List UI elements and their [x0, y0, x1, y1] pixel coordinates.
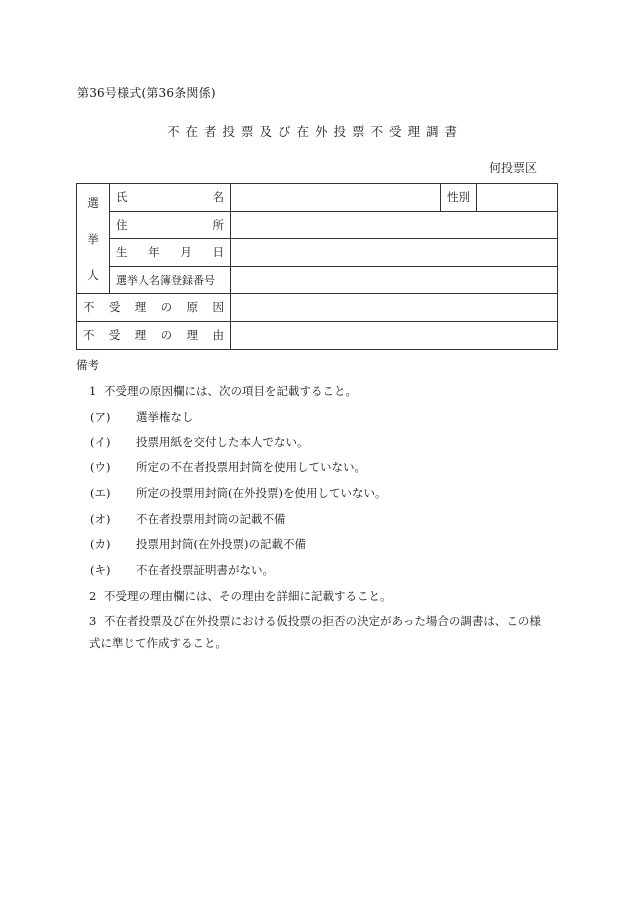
label-char: 因 [212, 300, 224, 315]
elector-char: 選 [87, 195, 99, 210]
subitem-key: (オ) [90, 512, 111, 526]
note-text-line2: 式に準じて作成すること。 [89, 636, 227, 650]
subitem-key: (イ) [90, 435, 111, 449]
label-char: の [160, 300, 173, 315]
label-char: 氏 [116, 190, 128, 205]
address-label [110, 211, 231, 239]
form-number: 第36号様式(第36条関係) [77, 86, 216, 100]
subitem-text: 不在者投票用封筒の記載不備 [136, 512, 286, 526]
rejection-cause-label [77, 294, 231, 322]
note-text: 不受理の理由欄には、その理由を詳細に記載すること。 [104, 589, 392, 603]
label-char: 住 [116, 217, 128, 232]
label-char: 不 [83, 300, 95, 315]
row-rejection-cause [77, 294, 558, 322]
document-title: 不在者投票及び在外投票不受理調書 [166, 124, 463, 139]
polling-district: 何投票区 [488, 161, 537, 175]
report-form-table [76, 183, 558, 350]
birthdate-field[interactable] [231, 239, 558, 267]
subitem-key: (ウ) [90, 460, 111, 474]
subitem-text: 選挙権なし [136, 410, 194, 424]
label-char: 不 [83, 328, 95, 342]
label-char: 受 [108, 300, 121, 315]
subitem-text: 投票用紙を交付した本人でない。 [136, 435, 309, 449]
elector-label [77, 184, 110, 294]
elector-char: 挙 [87, 231, 99, 246]
gender-field[interactable] [477, 184, 558, 212]
subitem-text: 所定の不在者投票用封筒を使用していない。 [136, 460, 366, 474]
note-number: 3 [89, 614, 97, 628]
note-number: 2 [89, 589, 97, 603]
rejection-reason-field[interactable] [231, 321, 558, 349]
label-char: 受 [108, 328, 121, 342]
elector-char: 人 [87, 267, 99, 282]
row-register-number [77, 266, 558, 294]
name-field[interactable] [231, 184, 441, 212]
note-text-line1: 不在者投票及び在外投票における仮投票の拒否の決定があった場合の調書は、この様 [104, 614, 541, 628]
subitem-key: (エ) [90, 486, 111, 500]
row-birthdate [77, 239, 558, 267]
register-number-label: 選挙人名簿登録番号 [110, 266, 231, 294]
label-char: 生 [116, 245, 128, 260]
label-char: 名 [212, 190, 224, 205]
gender-label: 性別 [441, 184, 477, 212]
row-rejection-reason [77, 321, 558, 349]
label-char: 由 [212, 328, 224, 342]
label-char: 日 [212, 245, 224, 260]
rejection-reason-label [77, 321, 231, 349]
address-field[interactable] [231, 211, 558, 239]
subitem-key: (キ) [90, 563, 111, 577]
register-number-field[interactable] [231, 266, 558, 294]
subitem-text: 投票用封筒(在外投票)の記載不備 [136, 537, 306, 551]
note-text: 不受理の原因欄には、次の項目を記載すること。 [104, 384, 357, 398]
subitem-text: 不在者投票証明書がない。 [136, 563, 274, 577]
note-number: 1 [89, 384, 97, 398]
label-char: 所 [212, 217, 224, 232]
name-label [110, 184, 231, 212]
label-char: 月 [180, 245, 192, 260]
label-char: の [160, 328, 173, 342]
subitem-key: (ア) [90, 410, 111, 424]
notes-heading: 備考 [76, 358, 99, 372]
label-char: 理 [186, 328, 199, 342]
label-char: 年 [148, 245, 160, 260]
label-char: 理 [134, 300, 147, 315]
row-address [77, 211, 558, 239]
row-name [77, 184, 558, 212]
subitem-text: 所定の投票用封筒(在外投票)を使用していない。 [136, 486, 387, 500]
rejection-cause-field[interactable] [231, 294, 558, 322]
birthdate-label [110, 239, 231, 267]
subitem-key: (カ) [90, 537, 111, 551]
label-char: 理 [134, 328, 147, 342]
label-char: 原 [186, 300, 199, 315]
